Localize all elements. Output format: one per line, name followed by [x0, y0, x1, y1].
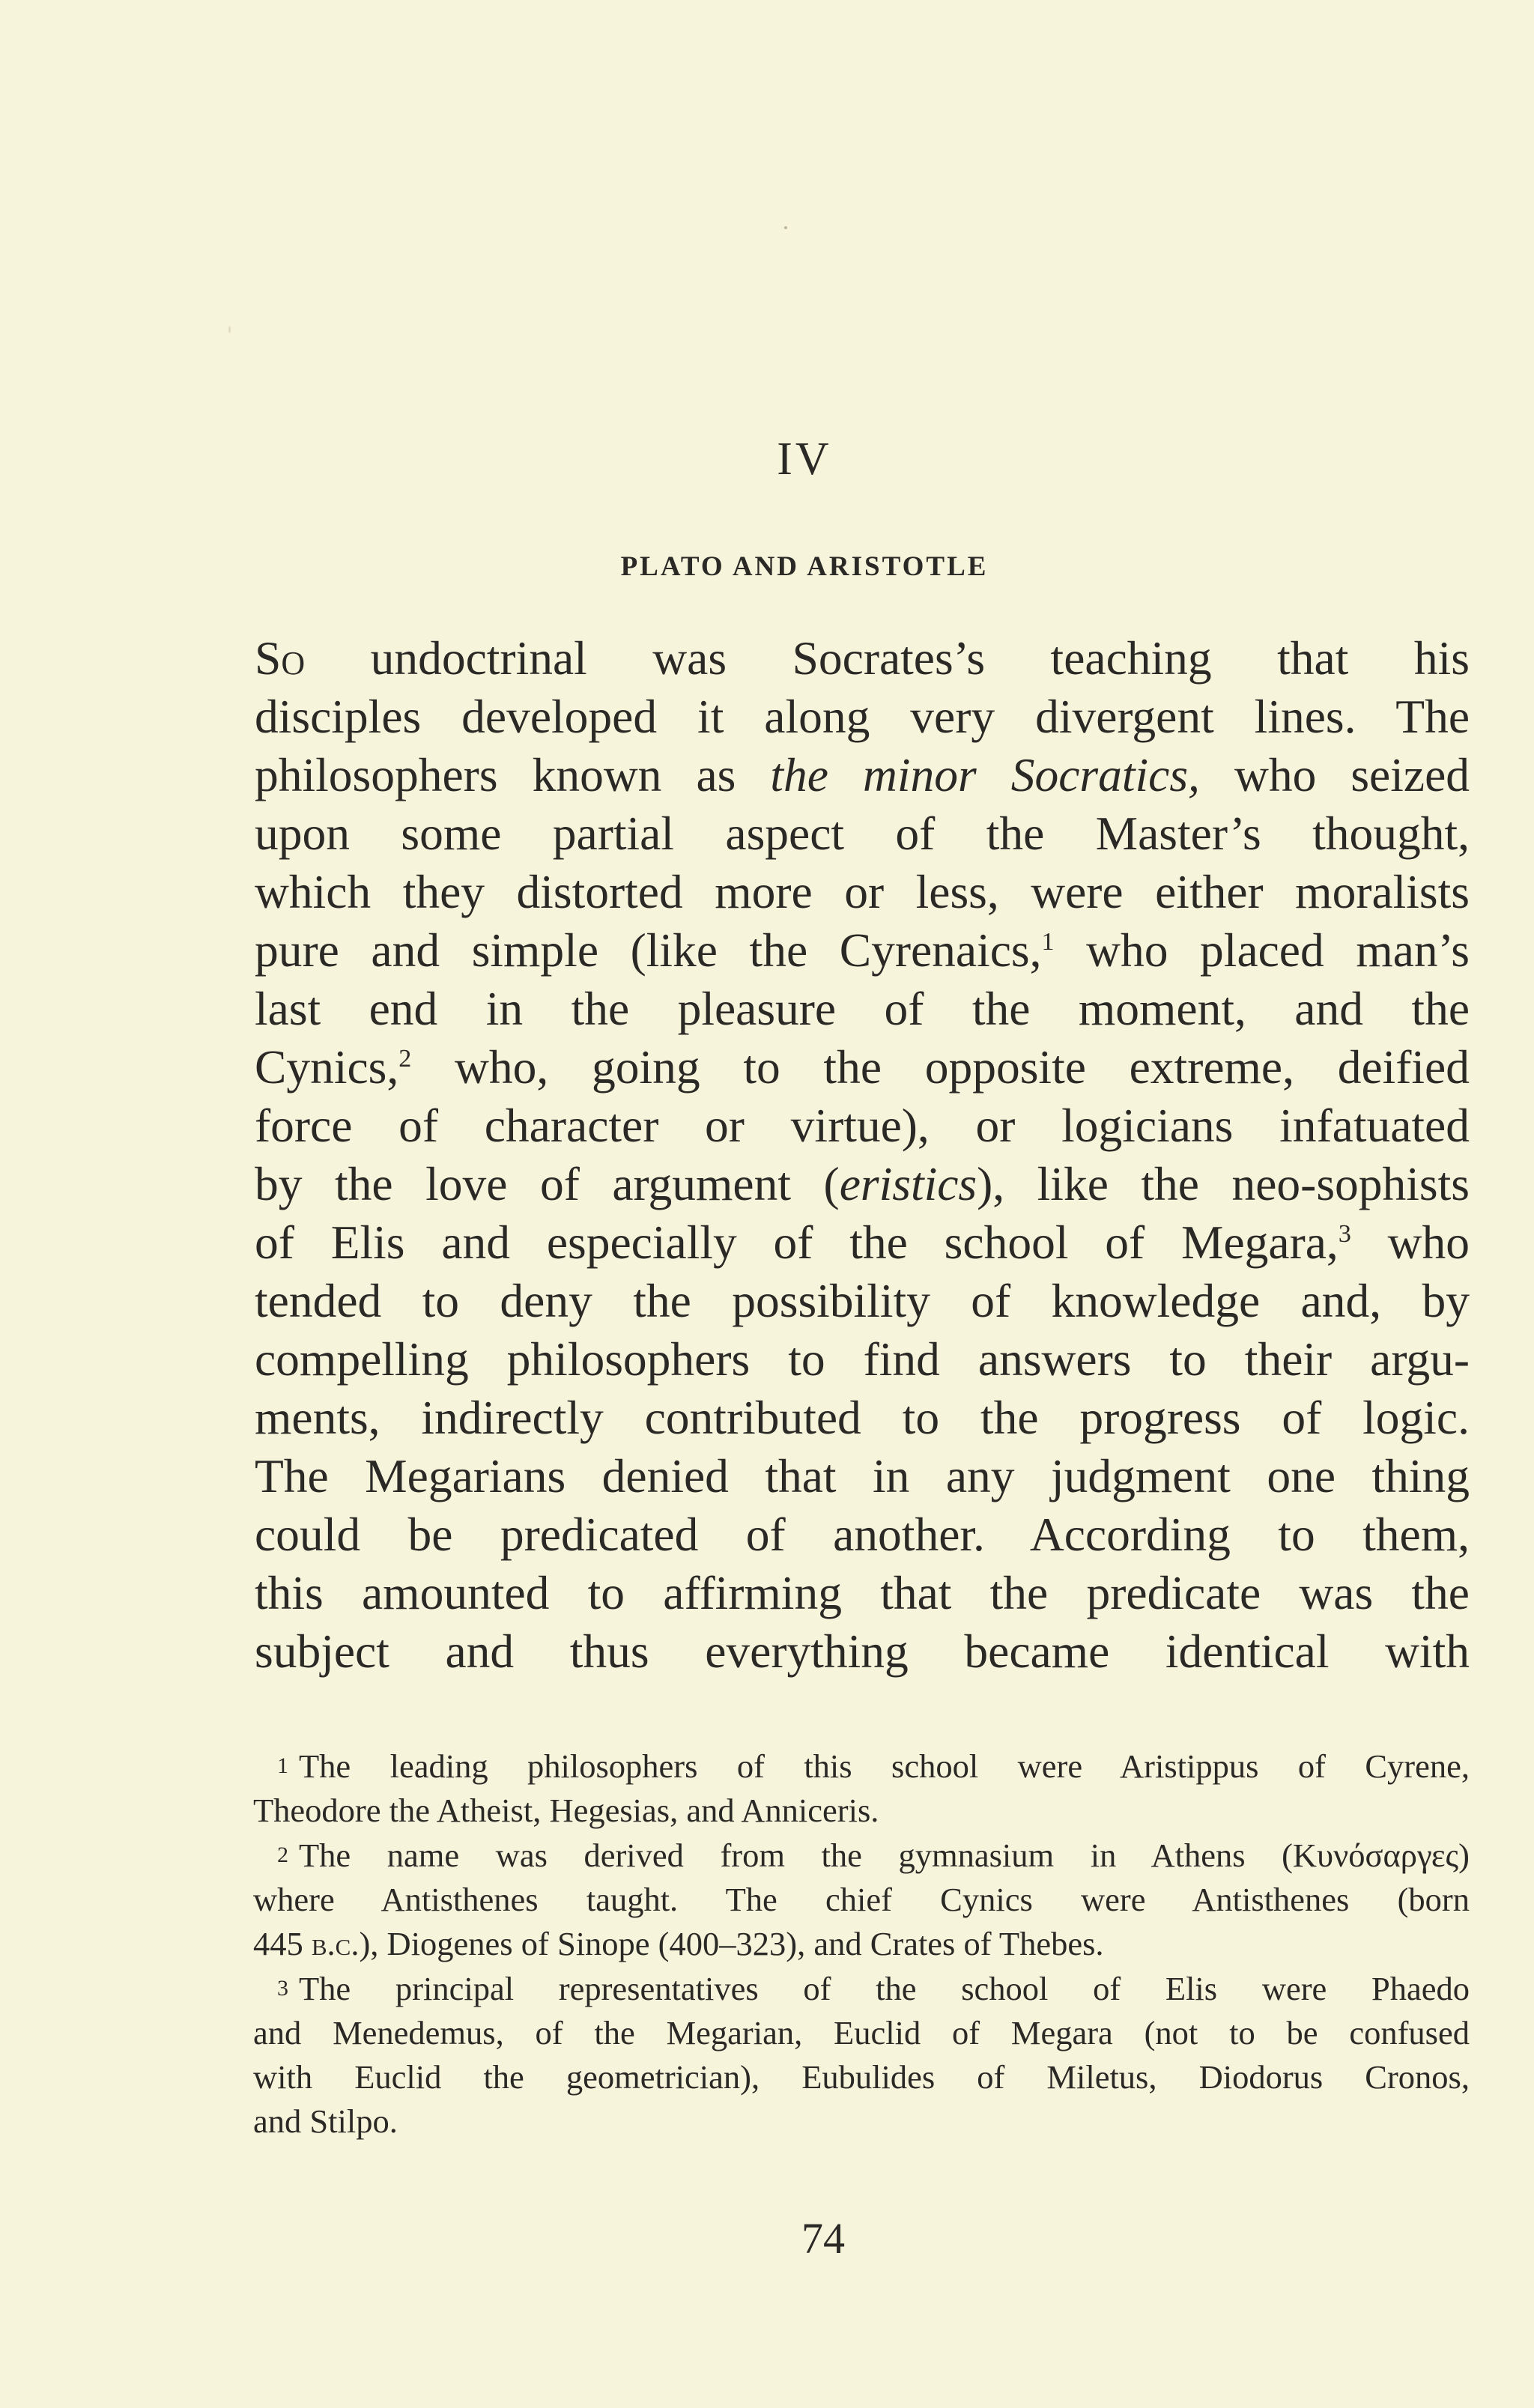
body-line: The Megarians denied that in any judgment one thing [255, 1449, 1470, 1502]
paper-speck [228, 326, 231, 333]
body-line: compelling philosophers to find answers to their argu- [255, 1332, 1470, 1386]
footnote-ref: 2 [398, 1045, 412, 1073]
footnote-line: and Menedemus, of the Megarian, Euclid of Megara (not to be confused [253, 2014, 1470, 2051]
body-line: ments, indirectly contributed to the progress of logic. [255, 1391, 1470, 1444]
footnote-line: with Euclid the geometrician), Eubulides of Miletus, Diodorus Cronos, [253, 2058, 1470, 2096]
body-line: last end in the pleasure of the moment, and the [255, 982, 1470, 1035]
footnote-marker: 2 [277, 1843, 288, 1867]
body-line: So undoctrinal was Socrates’s teaching that his [255, 631, 1470, 685]
body-line: of Elis and especially of the school of Megara,$^3$ who [255, 1216, 1470, 1269]
footnote-line: and Stilpo. [253, 2102, 398, 2140]
italic-term: the minor Socratics, [770, 748, 1200, 801]
body-line: philosophers known as the minor Socratics, who seized [255, 748, 1470, 801]
body-line: subject and thus everything became identical with [255, 1625, 1470, 1678]
footnote-1: 1 The leading philosophers of this school were Aristippus of Cyrene, [277, 1747, 1470, 1785]
italic-term: eristics [839, 1157, 977, 1210]
paper-speck [784, 226, 787, 229]
chapter-numeral: IV [777, 434, 832, 485]
chapter-title: PLATO AND ARISTOTLE [620, 551, 989, 582]
footnote-line: where Antisthenes taught. The chief Cynics were Antisthenes (born [253, 1881, 1470, 1918]
body-line: pure and simple (like the Cyrenaics,$^1$ who placed man’s [255, 924, 1470, 977]
footnotes [253, 1744, 1470, 2144]
footnote-line: Theodore the Atheist, Hegesias, and Anniceris. [253, 1792, 879, 1829]
body-line: upon some partial aspect of the Master’s thought, [255, 807, 1470, 860]
footnote-2: 2 The name was derived from the gymnasium in Athens (Κυνόσαργες) [277, 1837, 1470, 1874]
body-paragraph [255, 629, 1470, 1681]
body-line: tended to deny the possibility of knowledge and, by [255, 1274, 1470, 1327]
body-line: this amounted to affirming that the predicate was the [255, 1566, 1470, 1619]
footnote-3: 3 The principal representatives of the school of Elis were Phaedo [277, 1970, 1470, 2007]
body-line: disciples developed it along very divergent lines. The [255, 690, 1470, 743]
body-line: Cynics,$^2$ who, going to the opposite extreme, deified [255, 1040, 1470, 1094]
footnote-marker: 1 [277, 1753, 288, 1778]
body-line: by the love of argument (eristics), like the neo-sophists [255, 1157, 1470, 1210]
page-number: 74 [801, 2214, 845, 2263]
body-line: could be predicated of another. According to them, [255, 1508, 1470, 1561]
body-line: which they distorted more or less, were either moralists [255, 865, 1470, 918]
body-line: force of character or virtue), or logicians infatuated [255, 1099, 1470, 1152]
footnote-marker: 3 [277, 1976, 288, 2001]
lead-word: So [255, 631, 306, 685]
footnote-line: 445 b.c.), Diogenes of Sinope (400–323), and Crates of Thebes. [253, 1925, 1104, 1962]
footnote-ref: 1 [1041, 928, 1055, 956]
footnote-ref: 3 [1338, 1220, 1351, 1248]
